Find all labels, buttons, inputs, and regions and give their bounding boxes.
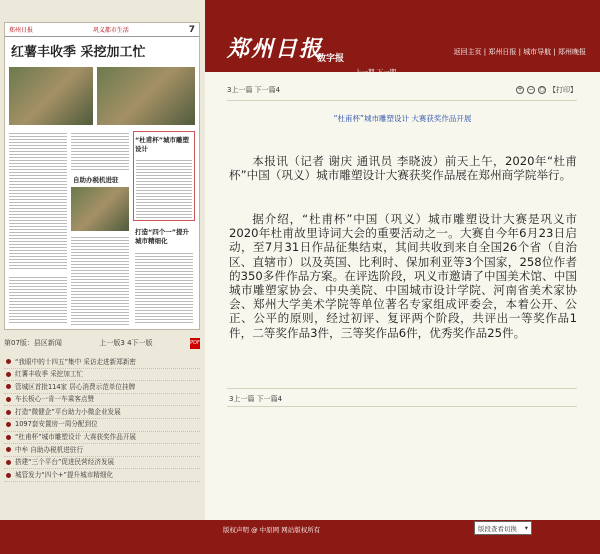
bullet-icon: [6, 384, 11, 389]
edition-select-value: 版段查看切换: [478, 524, 517, 533]
site-header: [205, 0, 600, 72]
page-thumbnail[interactable]: [4, 22, 200, 330]
thumbnail-subhead: 打造“四个一”提升城市精细化: [135, 228, 190, 245]
page-label: 第07版：县区新闻: [4, 339, 62, 347]
evening-news-link[interactable]: 郑州晚报: [558, 48, 586, 56]
article-list-item-active[interactable]: [4, 432, 200, 445]
article-link[interactable]: 红薯丰收季 采挖加工忙: [15, 370, 84, 379]
article-prev-next[interactable]: 3上一篇 下一篇4: [227, 86, 281, 94]
thumbnail-photo-harvest: [9, 67, 93, 125]
thumbnail-photo-office: [71, 187, 129, 231]
bullet-icon: [6, 447, 11, 452]
edition-select[interactable]: [474, 521, 532, 535]
article-link[interactable]: 打造“微健企”平台助力小微企业发展: [15, 407, 121, 416]
page-switcher: [99, 338, 152, 348]
article-link[interactable]: 城管发力“四个+”提升城市精细化: [15, 470, 114, 479]
site-logo-subtitle: 数字报: [317, 54, 345, 64]
link-separator: |: [551, 48, 558, 56]
article-list-item[interactable]: [4, 469, 200, 482]
thumbnail-text-column: [136, 158, 192, 218]
bullet-icon: [6, 422, 11, 427]
chevron-down-icon: ▾: [524, 524, 528, 532]
thumbnail-subhead: “杜甫杯”城市雕塑设计: [135, 136, 190, 153]
thumbnail-headline: 红薯丰收季 采挖加工忙: [11, 45, 146, 60]
thumbnail-text-column: [135, 251, 193, 325]
article-link[interactable]: 搭建“三个平台”促进民营经济发展: [15, 458, 115, 467]
article-paragraph: 本报讯（记者 谢庆 通讯员 李晓波）前天上午，2020年“杜甫杯”中国（巩义）城市雕塑设计大赛获奖作品展在郑州商学院举行。: [229, 154, 577, 183]
article-paragraph: 据介绍，“杜甫杯”中国（巩义）城市雕塑设计大赛是巩义市2020年杜甫故里诗词大会的重要活动之一。大赛自今年6月23日启动，至7月31日作品征集结束，其间共收到来自全国26个省（自治区、直辖市）以及英国、比利时、保加利亚等3个国家，258位作者的350多件作品方案。在评选阶段，巩义市邀请了中国美术馆、中国城市雕塑家协会、中央美院、中国城市设计学院、河南省美术家协会、郑州大学美术学院等单位著名专家组成评委会，本着公开、公正、公平的原则，经过初评、复评两个阶段，共评出一等奖作品1件，二等奖作品3件，三等奖作品6件，优秀奖作品25件。: [229, 212, 577, 340]
link-separator: |: [481, 48, 489, 56]
top-links: [454, 47, 586, 57]
left-sidebar: [0, 0, 205, 554]
prev-page-number[interactable]: 3: [120, 339, 125, 347]
article-link[interactable]: 车长板心一肯一车乘客点赞: [15, 395, 95, 404]
article-list-item[interactable]: [4, 394, 200, 407]
article-list-item[interactable]: [4, 419, 200, 432]
zoom-out-icon[interactable]: −: [528, 86, 534, 93]
article-list: [4, 356, 200, 482]
zoom-in-icon[interactable]: +: [517, 86, 523, 93]
article-list-item[interactable]: [4, 444, 200, 457]
zoom-reset-icon[interactable]: ○: [539, 86, 545, 93]
copyright-text: 版权声明 @ 中原网 网站版权所有: [223, 526, 321, 534]
article-link[interactable]: “杜甫杯”城市雕塑设计 大赛获奖作品开展: [15, 433, 137, 442]
article-list-item[interactable]: [4, 406, 200, 419]
article-toolbar: [227, 84, 577, 96]
home-link[interactable]: 返回主页: [453, 48, 482, 56]
article-link[interactable]: “我眼中的十四五”集中 采访走进新郑新密: [15, 357, 137, 366]
article-list-item[interactable]: [4, 369, 200, 382]
page-navigation: [4, 337, 200, 349]
zzrb-link[interactable]: 郑州日报: [488, 48, 517, 56]
prev-page-link[interactable]: 上一版: [99, 339, 121, 347]
thumbnail-page-number: 7: [188, 24, 195, 35]
thumbnail-masthead: 郑州日报: [9, 27, 34, 34]
article-link[interactable]: 中牟 自助办税机进驻行: [15, 445, 84, 454]
bullet-icon: [6, 397, 11, 402]
thumbnail-section: 巩义都市生活: [92, 27, 129, 34]
article-list-item[interactable]: [4, 356, 200, 369]
article-link[interactable]: 管城区首批114家 居心消费示范单位挂牌: [15, 382, 136, 391]
article-headline: “杜甫杯”城市雕塑设计 大赛获奖作品开展: [333, 114, 472, 123]
zoom-controls: [516, 85, 577, 95]
link-separator: |: [516, 48, 524, 56]
thumbnail-text-column: [9, 131, 67, 271]
divider: [227, 388, 577, 389]
bullet-icon: [6, 435, 11, 440]
city-nav-link[interactable]: 城市导航: [523, 48, 552, 56]
thumbnail-text-column: [71, 131, 129, 171]
thumbnail-text-column: [71, 235, 129, 325]
article-bottom-nav[interactable]: 3上一篇 下一篇4: [229, 395, 283, 403]
thumbnail-header: [5, 23, 199, 37]
thumbnail-photo-field: [97, 67, 195, 125]
bullet-icon: [6, 460, 11, 465]
article-list-item[interactable]: [4, 381, 200, 394]
next-page-number[interactable]: 4: [127, 339, 132, 347]
site-logo[interactable]: 郑州日报: [227, 36, 324, 62]
bullet-icon: [6, 410, 11, 415]
bullet-icon: [6, 359, 11, 364]
print-link[interactable]: 【打印】: [549, 86, 577, 94]
divider: [227, 406, 577, 407]
thumbnail-subhead: 自助办税机进驻: [73, 176, 119, 184]
article-panel: [205, 72, 600, 520]
bullet-icon: [6, 372, 11, 377]
article-list-item[interactable]: [4, 457, 200, 470]
divider: [227, 100, 577, 101]
article-link[interactable]: 1097套安置房一周分配到位: [15, 420, 98, 429]
thumbnail-text-column: [9, 275, 67, 325]
bullet-icon: [6, 473, 11, 478]
pdf-download-icon[interactable]: PDF: [190, 338, 200, 349]
next-page-link[interactable]: 下一版: [131, 339, 153, 347]
